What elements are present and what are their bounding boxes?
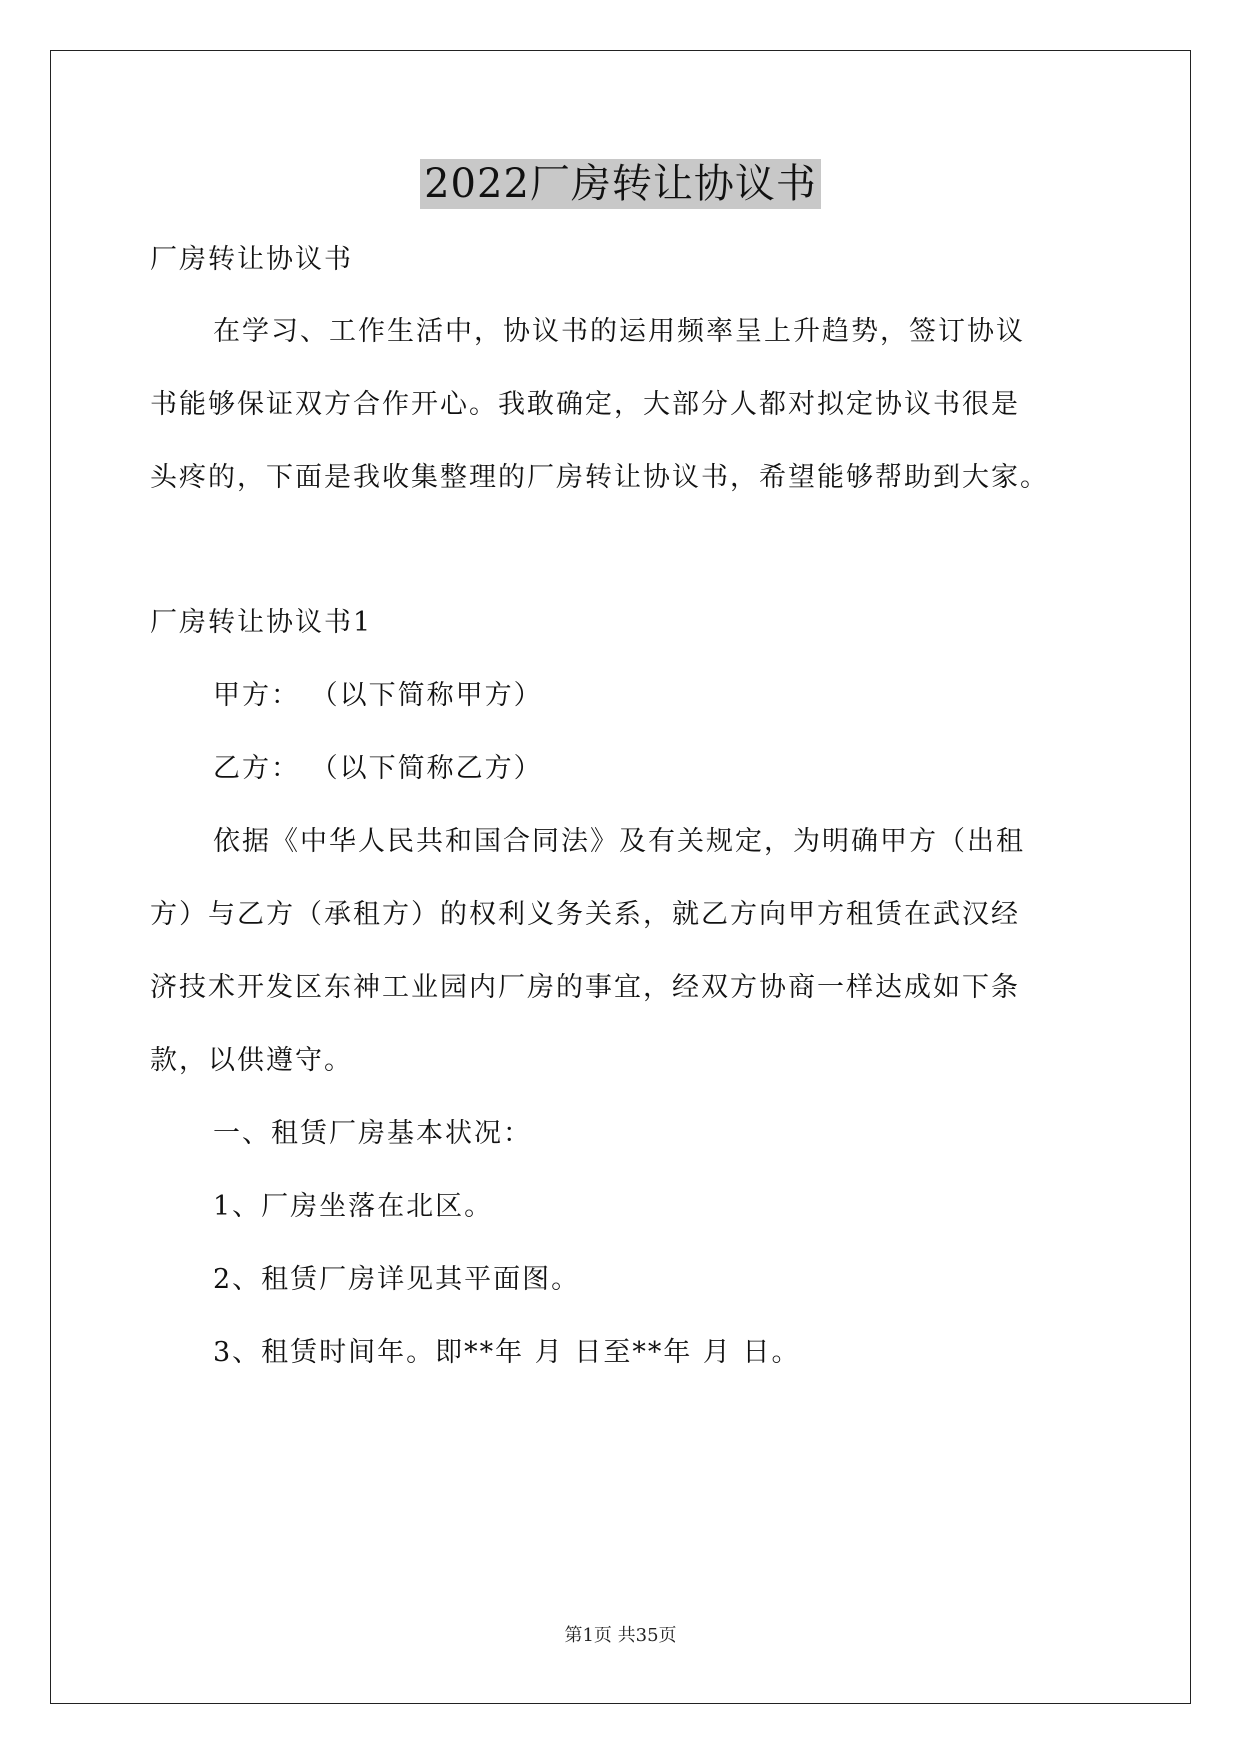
- clause-item: 1、厂房坐落在北区。: [213, 1191, 494, 1222]
- clause-item: 2、租赁厂房详见其平面图。: [213, 1264, 581, 1295]
- section-one-heading: 一、租赁厂房基本状况：: [213, 1118, 532, 1149]
- section-heading: 厂房转让协议书: [150, 244, 353, 275]
- document-title-text: 2022厂房转让协议书: [420, 159, 821, 209]
- party-b-line: 乙方： （以下简称乙方）: [213, 753, 543, 784]
- agreement-heading: 厂房转让协议书1: [150, 607, 373, 638]
- basis-paragraph-line: 济技术开发区东神工业园内厂房的事宜，经双方协商一样达成如下条: [150, 972, 1020, 1003]
- party-a-line: 甲方： （以下简称甲方）: [213, 680, 543, 711]
- intro-paragraph-line: 在学习、工作生活中，协议书的运用频率呈上升趋势，签订协议: [213, 316, 1025, 347]
- clause-item: 3、租赁时间年。即**年 月 日至**年 月 日。: [213, 1337, 801, 1368]
- intro-paragraph-line: 头疼的，下面是我收集整理的厂房转让协议书，希望能够帮助到大家。: [150, 462, 1049, 493]
- page-number-footer: 第1页 共35页: [564, 1625, 677, 1646]
- basis-paragraph-line: 依据《中华人民共和国合同法》及有关规定，为明确甲方（出租: [213, 826, 1025, 857]
- document-title: [0, 156, 1241, 212]
- basis-paragraph-line: 款，以供遵守。: [150, 1045, 353, 1076]
- intro-paragraph-line: 书能够保证双方合作开心。我敢确定，大部分人都对拟定协议书很是: [150, 389, 1020, 420]
- page-border: [50, 50, 1191, 1704]
- basis-paragraph-line: 方）与乙方（承租方）的权利义务关系，就乙方向甲方租赁在武汉经: [150, 899, 1020, 930]
